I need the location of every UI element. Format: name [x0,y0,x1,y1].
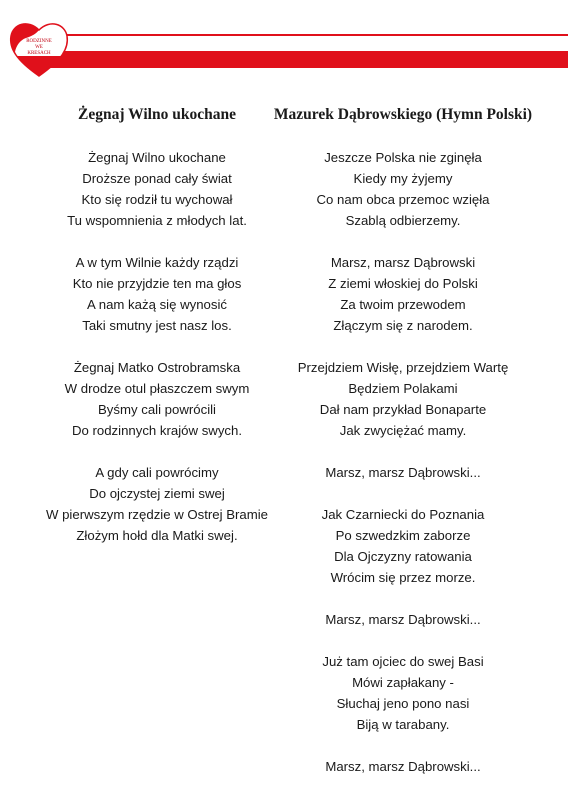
verse-line: Kto się rodził tu wychował [81,192,233,207]
verse-line: Byśmy cali powrócili [98,402,216,417]
verse-line: A w tym Wilnie każdy rządzi [75,255,239,270]
verse-line: Kto nie przyjdzie ten ma głos [72,276,242,291]
stanza-list [30,147,284,546]
verse-line: Marsz, marsz Dąbrowski... [325,612,481,627]
stanza [30,357,284,441]
header-stripe-thin [60,34,568,36]
verse-line: Jak zwyciężać mamy. [339,423,467,438]
verse-line: Słuchaj jeno pono nasi [336,696,470,711]
stanza [30,147,284,231]
verse-line: Droższe ponad cały świat [82,171,232,186]
verse-line: Dał nam przykład Bonaparte [319,402,487,417]
verse-line: Co nam obca przemoc wzięła [316,192,490,207]
verse-line: Marsz, marsz Dąbrowski [330,255,476,270]
verse-line: Żegnaj Wilno ukochane [88,150,226,165]
verse-line: Szablą odbierzemy. [345,213,461,228]
verse-line: Złączym się z narodem. [333,318,473,333]
logo-text-1: RODZINNE [26,39,52,44]
verse-line: Za twoim przewodem [340,297,466,312]
stanza [30,462,284,546]
stanza [258,651,548,735]
stanza [258,357,548,441]
verse-line: A gdy cali powrócimy [95,465,219,480]
song-title: Żegnaj Wilno ukochane [78,106,236,123]
verse-line: Będziem Polakami [348,381,458,396]
verse-line: W drodze otul płaszczem swym [64,381,250,396]
logo-text-3: KRESACH [27,51,51,56]
verse-line: Jak Czarniecki do Poznania [321,507,485,522]
verse-line: Z ziemi włoskiej do Polski [328,276,478,291]
verse-line: Wrócim się przez morze. [330,570,476,585]
verse-line: W pierwszym rzędzie w Ostrej Bramie [45,507,269,522]
song-right [258,106,548,798]
stanza [258,147,548,231]
stanza-list [258,147,548,777]
verse-line: Kiedy my żyjemy [353,171,453,186]
verse-line: A nam każą się wynosić [87,297,227,312]
verse-line: Marsz, marsz Dąbrowski... [325,465,481,480]
verse-line: Żegnaj Matko Ostrobramska [73,360,241,375]
logo-text-2: WE [35,45,43,50]
verse-line: Marsz, marsz Dąbrowski... [325,759,481,774]
verse-line: Do ojczystej ziemi swej [89,486,225,501]
song-title: Mazurek Dąbrowskiego (Hymn Polski) [273,106,533,123]
verse-line: Dla Ojczyzny ratowania [334,549,472,564]
stanza [30,252,284,336]
verse-line: Już tam ojciec do swej Basi [322,654,484,669]
stanza [258,252,548,336]
verse-line: Jeszcze Polska nie zginęła [324,150,482,165]
verse-line: Złożym hołd dla Matki swej. [76,528,238,543]
logo [8,18,70,80]
verse-line: Mówi zapłakany - [352,675,454,690]
header-stripe-thick [50,51,568,68]
stanza [258,756,548,777]
verse-line: Biją w tarabany. [356,717,450,732]
verse-line: Po szwedzkim zaborze [335,528,471,543]
heart-icon [8,18,70,80]
stanza [258,609,548,630]
song-left [30,106,284,567]
verse-line: Przejdziem Wisłę, przejdziem Wartę [297,360,509,375]
stanza [258,462,548,483]
stanza [258,504,548,588]
verse-line: Tu wspomnienia z młodych lat. [67,213,247,228]
verse-line: Taki smutny jest nasz los. [82,318,232,333]
verse-line: Do rodzinnych krajów swych. [71,423,243,438]
